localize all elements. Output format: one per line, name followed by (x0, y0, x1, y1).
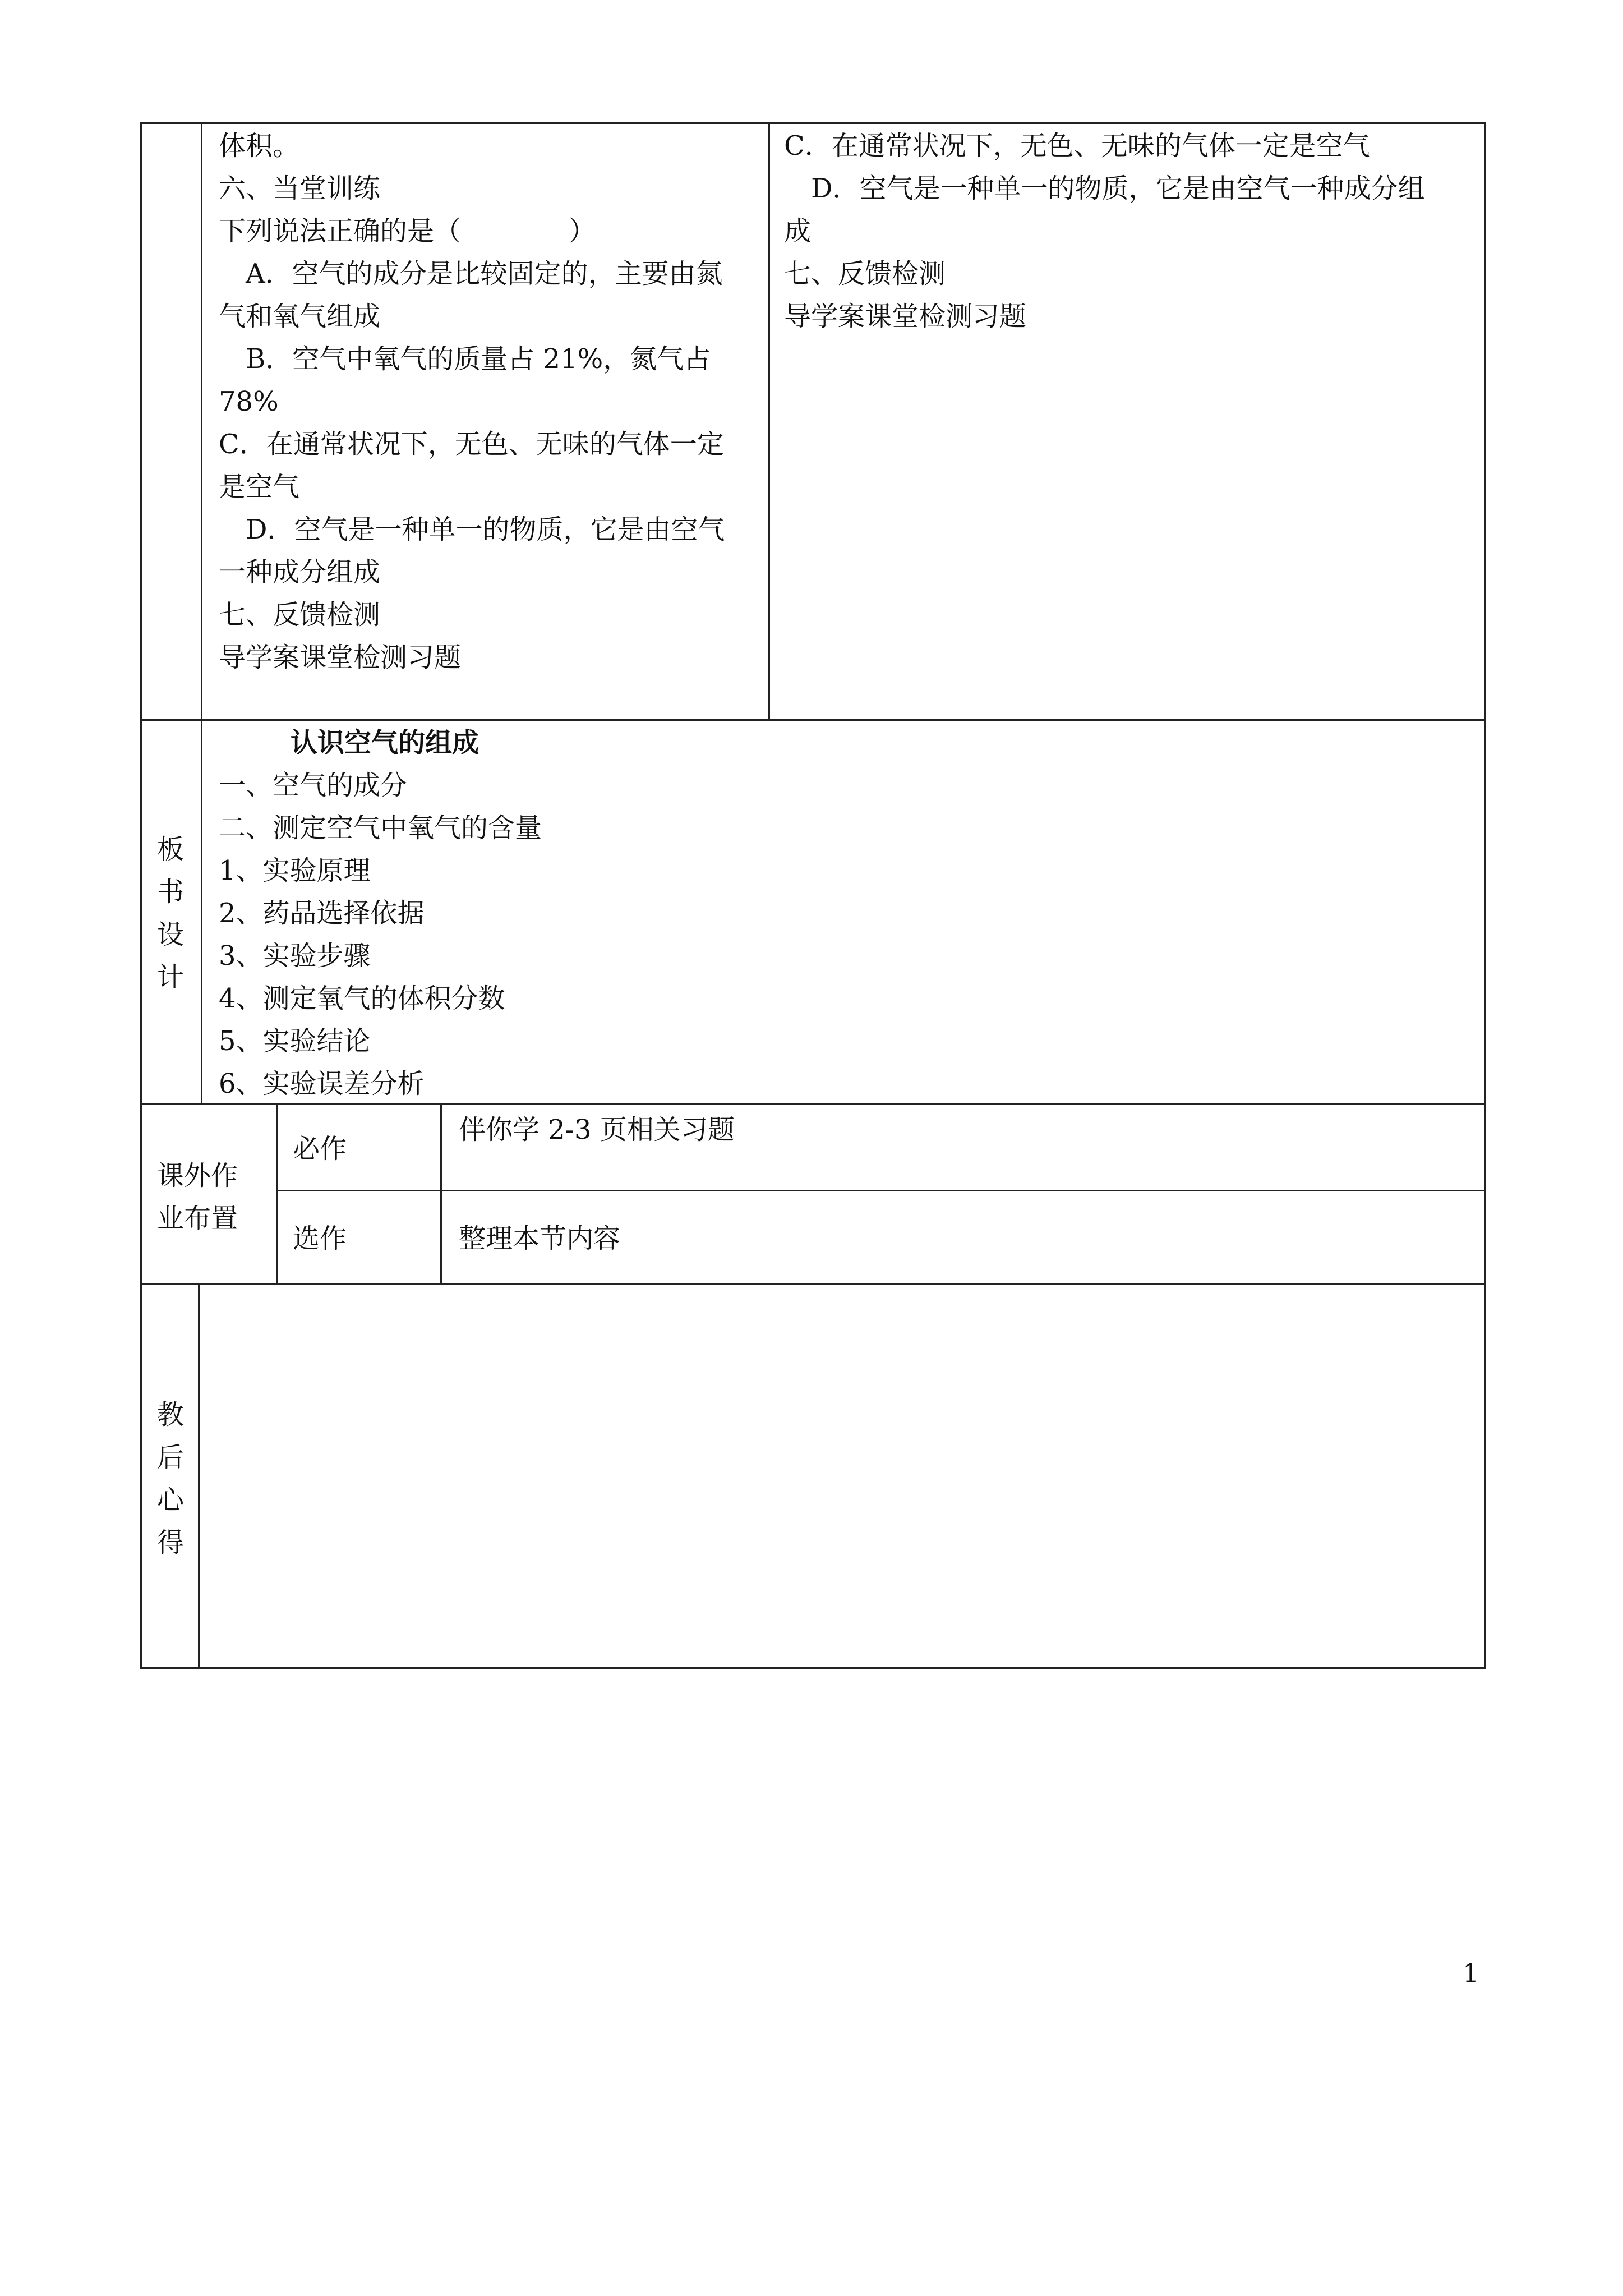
homework-label-line2: 业布置 (157, 1203, 238, 1234)
page-number: 1 (1463, 1958, 1479, 1988)
row-divider-1 (140, 719, 1486, 721)
required-content: 伴你学 2-3 页相关习题 (459, 1114, 735, 1145)
homework-label-divider (276, 1103, 278, 1285)
reflection-label (154, 1393, 187, 1564)
board-design-label-char-1: 板 (156, 834, 184, 865)
top-right-line: C．在通常状况下，无色、无味的气体一定是空气 (784, 130, 1370, 162)
top-left-line: A．空气的成分是比较固定的，主要由氮 (219, 258, 723, 289)
required-label: 必作 (293, 1133, 347, 1165)
reflection-label-char-2: 后 (156, 1442, 184, 1473)
top-left-line: 一种成分组成 (219, 556, 381, 588)
top-label-column-divider (201, 122, 202, 1104)
table-right-border (1484, 122, 1486, 1669)
reflection-content-area (201, 1286, 1484, 1666)
reflection-label-char-3: 心 (156, 1484, 184, 1516)
board-design-item: 6、实验误差分析 (219, 1068, 425, 1099)
row-divider-3 (140, 1283, 1486, 1285)
board-design-item: 一、空气的成分 (219, 770, 408, 801)
board-design-item: 5、实验结论 (219, 1025, 371, 1057)
top-left-line: 七、反馈检测 (219, 599, 381, 631)
table-bottom-border (140, 1667, 1486, 1669)
top-left-line: 是空气 (219, 471, 300, 503)
top-left-line: 78% (219, 386, 279, 417)
board-design-item: 1、实验原理 (219, 855, 371, 886)
top-left-line: 气和氧气组成 (219, 301, 381, 332)
top-left-line: 体积。 (219, 130, 300, 162)
optional-label: 选作 (293, 1223, 347, 1254)
homework-type-divider (440, 1103, 442, 1285)
top-right-line: D．空气是一种单一的物质，它是由空气一种成分组 (784, 173, 1425, 204)
top-left-line: C．在通常状况下，无色、无味的气体一定 (219, 429, 724, 460)
top-left-line: D．空气是一种单一的物质，它是由空气 (219, 514, 725, 545)
board-design-item: 4、测定氧气的体积分数 (219, 983, 505, 1014)
board-design-item: 3、实验步骤 (219, 940, 371, 972)
board-design-label-char-3: 设 (156, 919, 184, 950)
top-left-line: 六、当堂训练 (219, 173, 381, 204)
homework-inner-divider (276, 1190, 1486, 1191)
top-right-line: 七、反馈检测 (784, 258, 946, 289)
board-design-item: 2、药品选择依据 (219, 898, 425, 929)
top-right-line: 成 (784, 215, 811, 247)
board-design-label-char-4: 计 (156, 961, 184, 993)
top-left-line: 导学案课堂检测习题 (219, 642, 462, 673)
board-design-item: 二、测定空气中氧气的含量 (219, 812, 542, 844)
reflection-label-char-4: 得 (156, 1527, 184, 1558)
board-design-label-char-2: 书 (156, 876, 184, 908)
top-middle-divider (768, 122, 770, 720)
reflection-label-divider (198, 1283, 200, 1668)
top-left-line: B．空气中氧气的质量占 21%，氮气占 (219, 343, 711, 375)
reflection-label-char-1: 教 (156, 1399, 184, 1430)
top-left-line: 下列说法正确的是（ ） (219, 215, 596, 247)
optional-content: 整理本节内容 (459, 1223, 621, 1254)
top-right-line: 导学案课堂检测习题 (784, 301, 1027, 332)
table-top-border (140, 122, 1486, 124)
board-design-title: 认识空气的组成 (291, 727, 479, 758)
table-left-border (140, 122, 142, 1669)
homework-label-line1: 课外作 (157, 1160, 238, 1191)
board-design-label (154, 828, 187, 999)
